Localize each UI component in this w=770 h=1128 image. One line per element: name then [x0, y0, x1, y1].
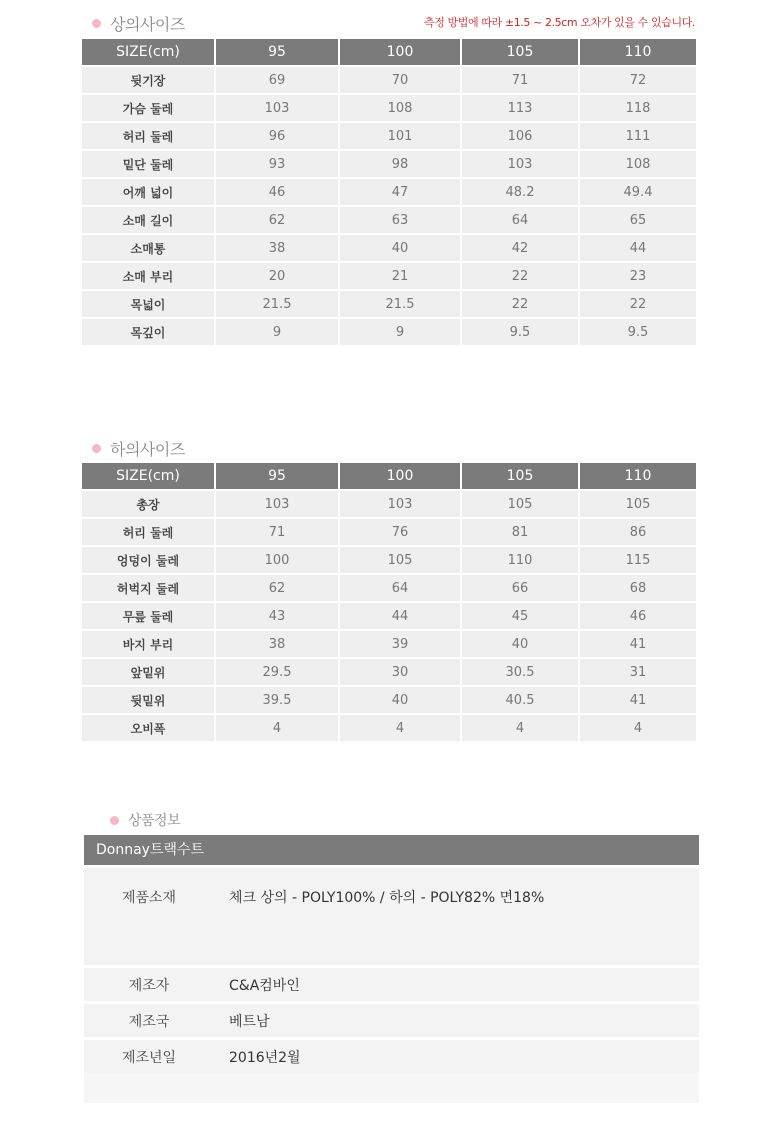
size-value-cell: 31	[580, 659, 696, 685]
table-row	[82, 319, 696, 345]
bullet-dot-icon	[110, 816, 119, 825]
size-value-cell: 62	[216, 575, 338, 601]
size-value-cell: 41	[580, 631, 696, 657]
size-header-label: SIZE(cm)	[82, 39, 214, 65]
size-value-cell: 23	[580, 263, 696, 289]
measurement-note: 측정 방법에 따라 ±1.5 ~ 2.5cm 오차가 있을 수 있습니다.	[424, 16, 695, 29]
size-value-cell: 69	[216, 67, 338, 93]
table-row	[82, 207, 696, 233]
info-value: 베트남	[229, 1013, 270, 1030]
size-value-cell: 41	[580, 687, 696, 713]
size-header-cell: 105	[462, 463, 578, 489]
size-value-cell: 40	[340, 687, 460, 713]
table-row	[82, 575, 696, 601]
size-value-cell: 65	[580, 207, 696, 233]
size-header-row	[82, 463, 696, 489]
size-value-cell: 44	[580, 235, 696, 261]
size-value-cell: 63	[340, 207, 460, 233]
row-label: 목깊이	[82, 319, 214, 345]
table-row	[82, 715, 696, 741]
row-label: 앞밑위	[82, 659, 214, 685]
table-row	[82, 603, 696, 629]
size-value-cell: 40	[340, 235, 460, 261]
row-label: 어깨 넓이	[82, 179, 214, 205]
info-row-maker	[84, 968, 699, 1001]
info-row-material	[84, 868, 699, 965]
size-value-cell: 47	[340, 179, 460, 205]
size-value-cell: 48.2	[462, 179, 578, 205]
size-value-cell: 118	[580, 95, 696, 121]
info-value: 체크 상의 - POLY100% / 하의 - POLY82% 면18%	[229, 890, 545, 906]
row-label: 목넓이	[82, 291, 214, 317]
info-label: 제조년일	[121, 1049, 177, 1066]
row-label: 허벅지 둘레	[82, 575, 214, 601]
size-value-cell: 98	[340, 151, 460, 177]
size-value-cell: 38	[216, 631, 338, 657]
size-value-cell: 39.5	[216, 687, 338, 713]
bullet-dot-icon	[92, 19, 101, 28]
size-header-cell: 110	[580, 463, 696, 489]
info-value: 2016년2월	[229, 1049, 301, 1066]
size-value-cell: 9.5	[580, 319, 696, 345]
size-header-row	[82, 39, 696, 65]
size-value-cell: 111	[580, 123, 696, 149]
size-header-cell: 110	[580, 39, 696, 65]
size-value-cell: 20	[216, 263, 338, 289]
size-value-cell: 64	[340, 575, 460, 601]
info-row-country	[84, 1004, 699, 1037]
size-value-cell: 40	[462, 631, 578, 657]
size-value-cell: 93	[216, 151, 338, 177]
size-header-cell: 95	[216, 463, 338, 489]
table-row	[82, 179, 696, 205]
row-label: 무릎 둘레	[82, 603, 214, 629]
size-value-cell: 64	[462, 207, 578, 233]
table-row	[82, 491, 696, 517]
size-value-cell: 29.5	[216, 659, 338, 685]
row-label: 허리 둘레	[82, 123, 214, 149]
size-value-cell: 115	[580, 547, 696, 573]
bottom-size-title: 하의사이즈	[92, 437, 185, 460]
table-row	[82, 291, 696, 317]
size-value-cell: 72	[580, 67, 696, 93]
info-value: C&A컴바인	[229, 977, 300, 994]
size-value-cell: 4	[340, 715, 460, 741]
info-label: 제조국	[128, 1013, 170, 1030]
size-value-cell: 4	[580, 715, 696, 741]
size-value-cell: 43	[216, 603, 338, 629]
size-value-cell: 105	[340, 547, 460, 573]
product-name: Donnay트랙수트	[84, 835, 699, 865]
info-label: 제품소재	[121, 890, 177, 906]
size-value-cell: 49.4	[580, 179, 696, 205]
info-row-date	[84, 1040, 699, 1073]
table-row	[82, 519, 696, 545]
size-value-cell: 103	[216, 491, 338, 517]
top-size-title: 상의사이즈	[92, 12, 185, 35]
size-value-cell: 22	[580, 291, 696, 317]
size-header-cell: 100	[340, 463, 460, 489]
row-label: 뒷밑위	[82, 687, 214, 713]
size-value-cell: 30	[340, 659, 460, 685]
bottom-size-table	[80, 461, 698, 743]
row-label: 바지 부리	[82, 631, 214, 657]
row-label: 밑단 둘레	[82, 151, 214, 177]
info-footer-space	[84, 1073, 699, 1103]
row-label: 소매 부리	[82, 263, 214, 289]
size-value-cell: 108	[340, 95, 460, 121]
size-value-cell: 42	[462, 235, 578, 261]
table-row	[82, 631, 696, 657]
size-value-cell: 21.5	[216, 291, 338, 317]
table-row	[82, 659, 696, 685]
row-label: 엉덩이 둘레	[82, 547, 214, 573]
size-value-cell: 4	[462, 715, 578, 741]
size-value-cell: 71	[216, 519, 338, 545]
table-row	[82, 263, 696, 289]
size-value-cell: 70	[340, 67, 460, 93]
size-value-cell: 81	[462, 519, 578, 545]
size-value-cell: 71	[462, 67, 578, 93]
size-value-cell: 106	[462, 123, 578, 149]
size-value-cell: 45	[462, 603, 578, 629]
size-value-cell: 105	[580, 491, 696, 517]
row-label: 소매 길이	[82, 207, 214, 233]
size-value-cell: 66	[462, 575, 578, 601]
row-label: 소매통	[82, 235, 214, 261]
size-header-label: SIZE(cm)	[82, 463, 214, 489]
size-value-cell: 103	[462, 151, 578, 177]
size-value-cell: 9.5	[462, 319, 578, 345]
row-label: 총장	[82, 491, 214, 517]
size-value-cell: 76	[340, 519, 460, 545]
table-row	[82, 67, 696, 93]
size-value-cell: 108	[580, 151, 696, 177]
product-info-table	[84, 835, 699, 1103]
info-label: 제조자	[128, 977, 170, 994]
size-value-cell: 4	[216, 715, 338, 741]
size-value-cell: 38	[216, 235, 338, 261]
row-label: 가슴 둘레	[82, 95, 214, 121]
size-value-cell: 9	[216, 319, 338, 345]
size-header-cell: 95	[216, 39, 338, 65]
top-size-table	[80, 37, 698, 347]
size-value-cell: 113	[462, 95, 578, 121]
size-value-cell: 62	[216, 207, 338, 233]
table-row	[82, 123, 696, 149]
size-value-cell: 30.5	[462, 659, 578, 685]
size-header-cell: 105	[462, 39, 578, 65]
size-value-cell: 40.5	[462, 687, 578, 713]
table-row	[82, 95, 696, 121]
table-row	[82, 235, 696, 261]
size-value-cell: 101	[340, 123, 460, 149]
size-value-cell: 103	[216, 95, 338, 121]
size-value-cell: 22	[462, 291, 578, 317]
size-value-cell: 44	[340, 603, 460, 629]
size-value-cell: 46	[216, 179, 338, 205]
size-value-cell: 22	[462, 263, 578, 289]
product-info-title: 상품정보	[110, 810, 180, 830]
size-value-cell: 39	[340, 631, 460, 657]
size-value-cell: 100	[216, 547, 338, 573]
row-label: 오비폭	[82, 715, 214, 741]
table-row	[82, 687, 696, 713]
row-label: 허리 둘레	[82, 519, 214, 545]
size-header-cell: 100	[340, 39, 460, 65]
size-value-cell: 86	[580, 519, 696, 545]
size-value-cell: 96	[216, 123, 338, 149]
table-row	[82, 547, 696, 573]
row-label: 뒷기장	[82, 67, 214, 93]
table-row	[82, 151, 696, 177]
bullet-dot-icon	[92, 444, 101, 453]
size-value-cell: 46	[580, 603, 696, 629]
size-value-cell: 68	[580, 575, 696, 601]
size-value-cell: 21.5	[340, 291, 460, 317]
size-value-cell: 110	[462, 547, 578, 573]
size-value-cell: 9	[340, 319, 460, 345]
size-value-cell: 21	[340, 263, 460, 289]
size-value-cell: 103	[340, 491, 460, 517]
size-value-cell: 105	[462, 491, 578, 517]
